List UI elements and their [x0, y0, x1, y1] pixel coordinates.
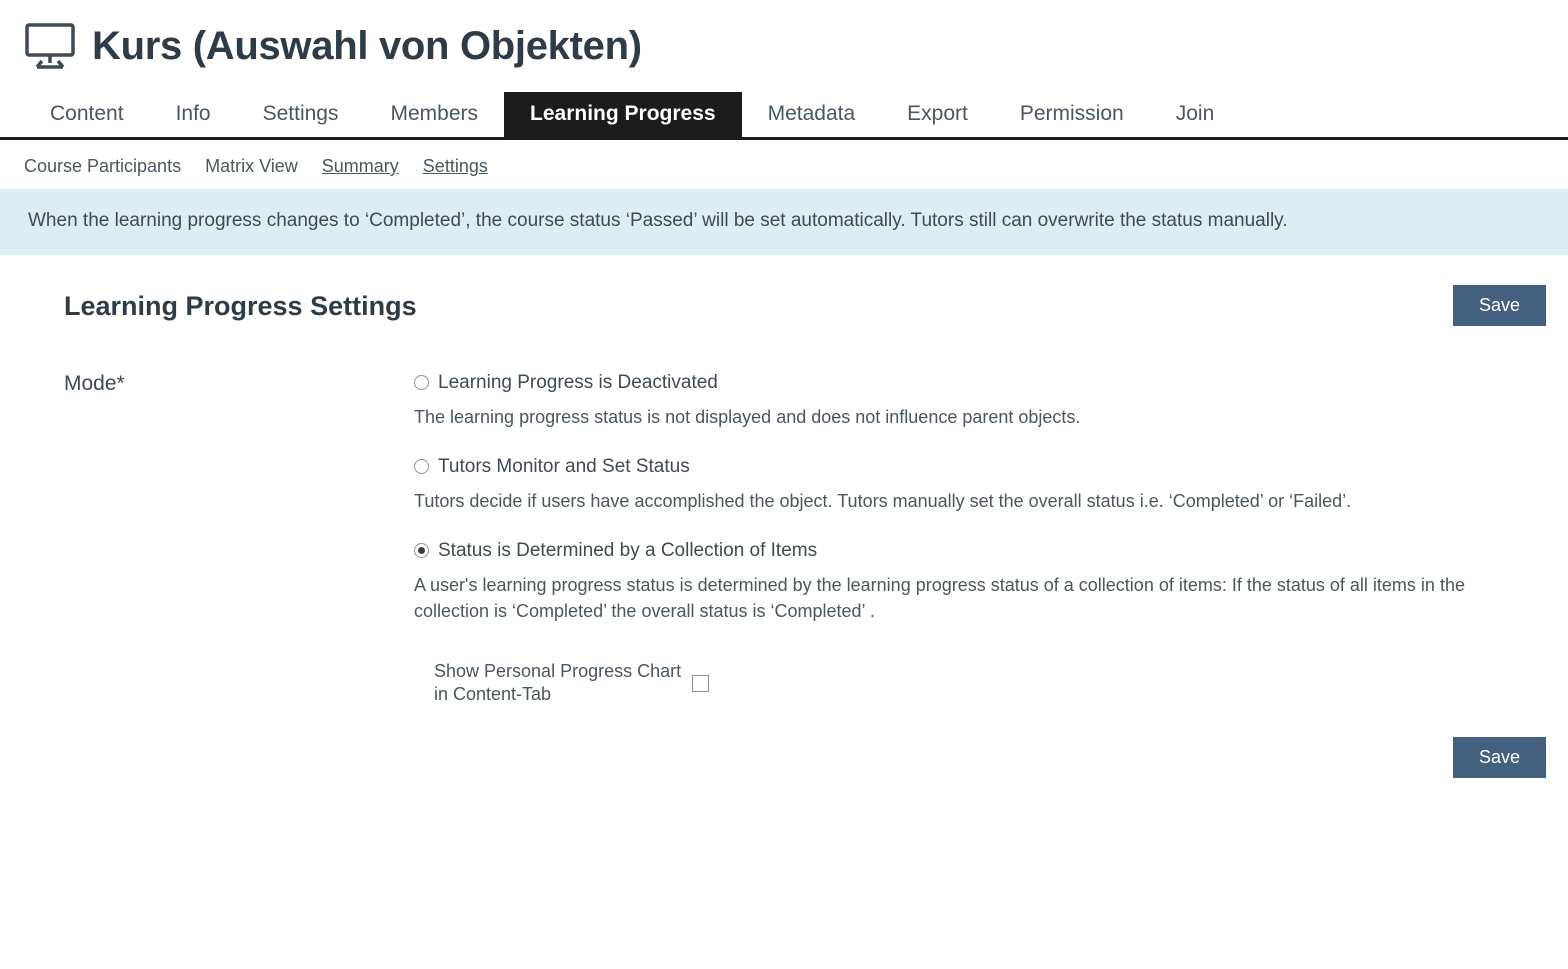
save-button-top[interactable]: Save — [1453, 285, 1546, 326]
option-deactivated[interactable] — [414, 372, 1546, 430]
option-tutors-monitor-label[interactable]: Tutors Monitor and Set Status — [438, 455, 690, 477]
tab-info[interactable]: Info — [175, 102, 211, 125]
page-title: Kurs (Auswahl von Objekten) — [92, 24, 642, 68]
option-tutors-monitor[interactable] — [414, 456, 1546, 514]
mode-options — [414, 372, 1546, 707]
option-tutors-monitor-head[interactable] — [414, 456, 1546, 478]
subtab-summary[interactable]: Summary — [321, 156, 399, 176]
tab-learning-progress[interactable]: Learning Progress — [504, 92, 742, 137]
tab-join[interactable]: Join — [1175, 102, 1215, 125]
sub-tabbar — [0, 140, 1568, 189]
footer-actions — [0, 707, 1568, 778]
tab-metadata[interactable]: Metadata — [767, 102, 856, 125]
tab-members[interactable]: Members — [390, 102, 479, 125]
show-progress-chart-label: Show Personal Progress Chart in Content-Tab — [434, 660, 682, 705]
settings-content — [0, 255, 1568, 707]
page-header — [0, 0, 1568, 84]
tab-content[interactable]: Content — [50, 102, 124, 125]
info-message: When the learning progress changes to ‘Completed’, the course status ‘Passed’ will be set automatically. Tutors still can overwrite the status manually. — [0, 189, 1568, 255]
subtab-settings[interactable]: Settings — [422, 156, 488, 176]
save-button-bottom[interactable]: Save — [1453, 737, 1546, 778]
mode-form-row — [22, 372, 1546, 707]
course-screen-icon — [22, 18, 78, 74]
mode-label: Mode* — [64, 371, 125, 395]
option-collection-of-items-label[interactable]: Status is Determined by a Collection of Items — [438, 539, 818, 561]
show-progress-chart-checkbox[interactable] — [692, 675, 709, 692]
main-tabbar — [0, 92, 1568, 140]
option-collection-of-items-head[interactable] — [414, 540, 1546, 562]
option-collection-of-items[interactable] — [414, 540, 1546, 624]
section-header — [22, 285, 1546, 326]
tab-permission[interactable]: Permission — [1019, 102, 1124, 125]
tab-export[interactable]: Export — [907, 102, 968, 125]
option-collection-of-items-description: A user's learning progress status is determined by the learning progress status of a collection of items: If the status of all items in the collection is ‘Completed’ the overall status is ‘Completed’ . — [414, 574, 1465, 621]
radio-collection-of-items-icon[interactable] — [414, 543, 429, 558]
subtab-matrix-view[interactable]: Matrix View — [205, 156, 298, 176]
option-tutors-monitor-description: Tutors decide if users have accomplished the object. Tutors manually set the overall status i.e. ‘Completed’ or ‘Failed’. — [414, 490, 1352, 511]
show-progress-chart-row — [434, 660, 1546, 707]
tab-settings[interactable]: Settings — [262, 102, 339, 125]
page-section-title: Learning Progress Settings — [64, 290, 417, 321]
option-deactivated-description: The learning progress status is not displayed and does not influence parent objects. — [414, 406, 1081, 427]
radio-tutors-monitor-icon[interactable] — [414, 459, 429, 474]
subtab-course-participants[interactable]: Course Participants — [24, 156, 182, 176]
option-deactivated-label[interactable]: Learning Progress is Deactivated — [438, 371, 718, 393]
option-deactivated-head[interactable] — [414, 372, 1546, 394]
radio-deactivated-icon[interactable] — [414, 375, 429, 390]
